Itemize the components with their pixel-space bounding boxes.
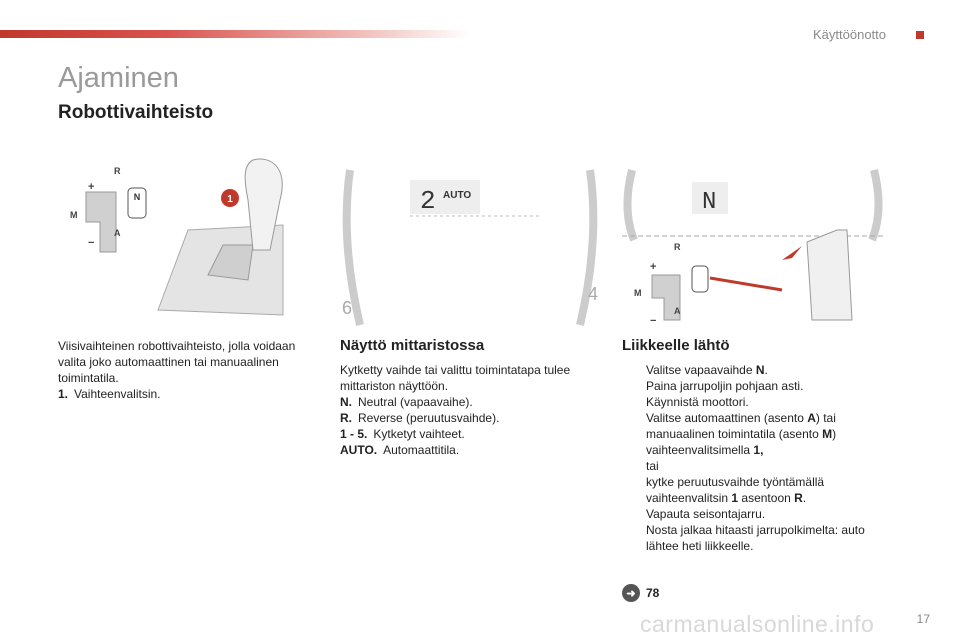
section-marker <box>916 31 924 39</box>
arrow-right-icon: ➜ <box>622 584 640 602</box>
section-title: Käyttöönotto <box>813 27 886 42</box>
instrument-display-illustration <box>340 150 600 330</box>
gate-label-plus: + <box>88 181 95 193</box>
display-item: 1 - 5. Kytketyt vaihteet. <box>340 427 465 441</box>
page-number: 17 <box>916 612 930 626</box>
gate-label-r: R <box>114 166 121 176</box>
callout-1-label: 1 <box>227 194 233 205</box>
page-title: Ajaminen <box>58 62 179 94</box>
startoff-heading: Liikkeelle lähtö <box>622 337 730 354</box>
intro-text: Viisivaihteinen robottivaihteisto, jolla voidaan valita joko automaattinen tai manuaalinen toimintatila. <box>58 339 296 385</box>
intro-column <box>58 338 308 402</box>
display-item: AUTO. Automaattitila. <box>340 443 460 457</box>
start-display-illustration <box>622 150 884 330</box>
display-item: N. Neutral (vapaavaihe). <box>340 395 473 409</box>
dial-number-left: 6 <box>342 298 353 318</box>
step-item: Valitse automaattinen (asento A) tai manuaalinen toimintatila (asento M) vaihteenvalitsimella 1, tai kytke peruutusvaihde työntämällä vaihteenvalitsin 1 asentoon R. <box>646 411 837 505</box>
display-intro: Kytketty vaihde tai valittu toimintatapa tulee mittariston näyttöön. <box>340 363 571 393</box>
display-column <box>340 338 590 458</box>
startoff-column <box>622 338 882 554</box>
svg-text:A: A <box>674 306 681 316</box>
gate-label-m: M <box>70 210 78 220</box>
display-gear-digit: 2 <box>420 186 436 216</box>
gear-gate-diagram <box>70 166 146 252</box>
step-item: Valitse vapaavaihde N. <box>622 362 882 378</box>
header-accent-bar <box>0 30 470 38</box>
callout-list-item: 1. Vaihteenvalitsin. <box>58 387 161 401</box>
svg-text:−: − <box>650 315 657 327</box>
display-item: R. Reverse (peruutusvaihde). <box>340 411 500 425</box>
bullet-marker <box>622 362 646 378</box>
dial-number-right: 4 <box>588 284 599 304</box>
display-neutral-digit: N <box>702 189 717 216</box>
page-subtitle: Robottivaihteisto <box>58 102 214 123</box>
watermark: carmanualsonline.info <box>640 611 875 637</box>
gear-lever-drawing <box>158 159 283 315</box>
gate-label-a: A <box>114 228 121 238</box>
step-item: Käynnistä moottori. <box>646 395 749 409</box>
page-reference[interactable] <box>622 584 659 602</box>
gear-selector-illustration <box>58 150 298 330</box>
svg-text:+: + <box>650 261 657 273</box>
step-item: Nosta jalkaa hitaasti jarrupolkimelta: auto lähtee heti liikkeelle. <box>646 523 865 553</box>
reference-page-number: 78 <box>646 586 660 600</box>
gate-label-minus: − <box>88 237 95 249</box>
svg-text:M: M <box>634 288 642 298</box>
display-heading: Näyttö mittaristossa <box>340 337 485 354</box>
display-mode-label: AUTO <box>443 190 472 201</box>
step-item: Paina jarrupoljin pohjaan asti. <box>646 379 804 393</box>
step-item: Vapauta seisontajarru. <box>646 507 766 521</box>
svg-text:R: R <box>674 242 681 252</box>
gate-label-n: N <box>133 192 141 202</box>
